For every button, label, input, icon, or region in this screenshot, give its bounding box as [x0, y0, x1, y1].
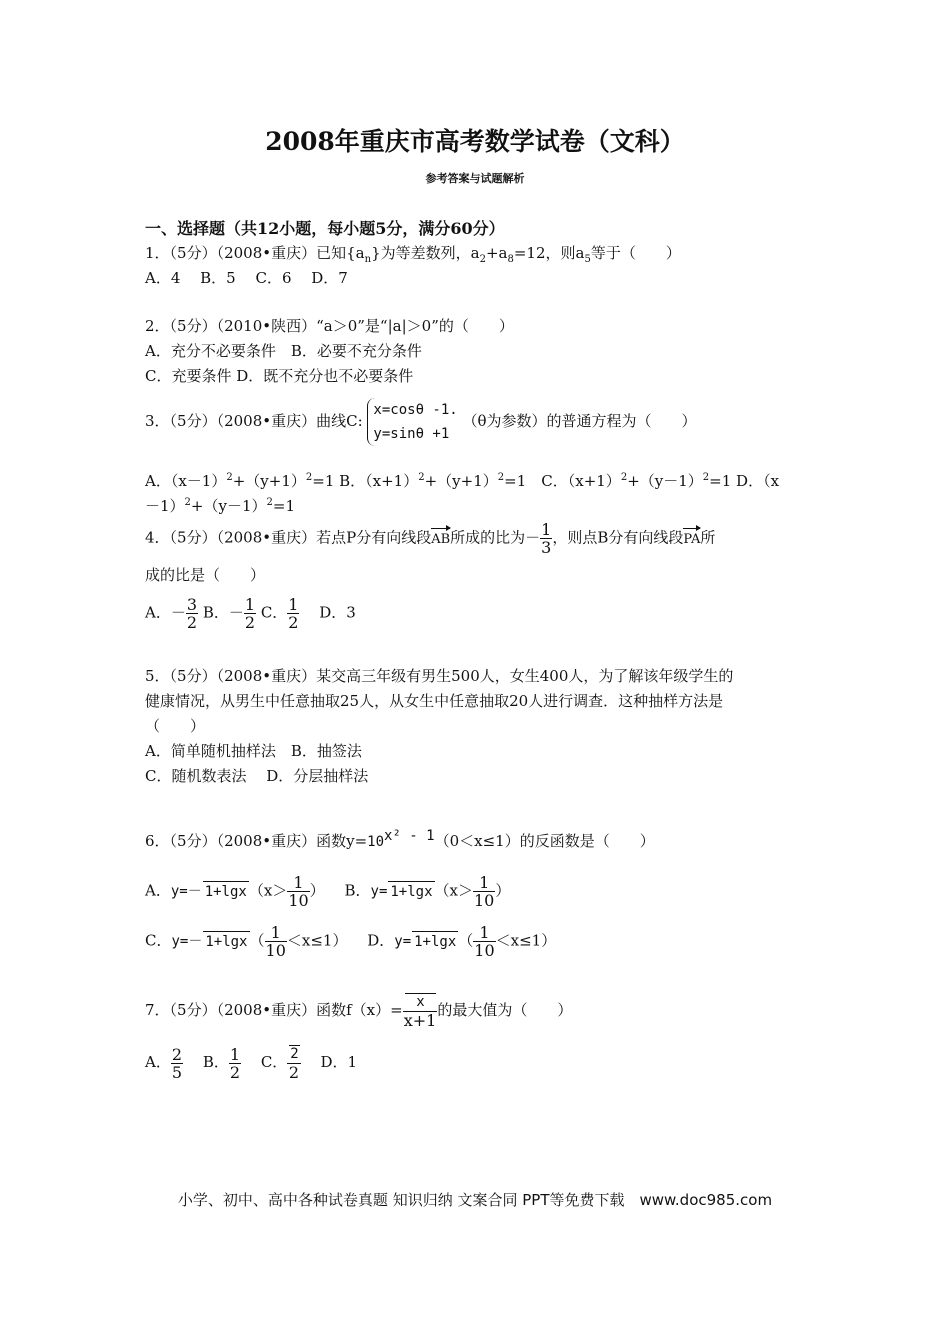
parametric-system: x=cosθ -1. y=sinθ +1	[367, 398, 457, 446]
footer-banner: 小学、初中、高中各种试卷真题 知识归纳 文案合同 PPT等免费下载 www.doc985.com	[177, 1191, 773, 1209]
question-6-stem: 6．（5分）（2008•重庆）函数$y=10^{x^2 - 1}(0<x\le 1)$的反函数是（ ）	[145, 828, 655, 850]
question-5-options-cd: C．随机数表法 D．分层抽样法	[145, 767, 369, 785]
question-4-stem-line2: 成的比是（ ）	[145, 566, 266, 584]
question-5-stem-line3: （ ）	[145, 717, 206, 735]
question-2-options-cd: C．充要条件 D．既不充分也不必要条件	[145, 367, 414, 385]
question-3-options-line1: A．$(x-1)^2+(y+1)^2=1$ B．$(x+1)^2+(y+1)^2=1$ C．$(x+1)^2+(y-1)^2=1$ D．（x	[145, 472, 780, 490]
fraction-sqrt-x: $\frac{x}{x+1}$	[403, 994, 437, 1030]
vector-ab: AB	[431, 526, 450, 550]
question-2-stem: 2．（5分）（2010•陕西）“a＞0”是“|a|＞0”的（ ）	[145, 317, 514, 335]
question-3-options-line2: $-1)^2+(y-1)^2=1$	[145, 497, 296, 515]
question-5-options-ab: A．简单随机抽样法 B．抽签法	[145, 742, 362, 760]
question-7-options: A． $\frac{2}{5}$ B． $\frac{1}{2}$ C． $\frac{2}{2}$ D．1	[145, 1044, 358, 1082]
vector-pa: PA	[683, 526, 700, 550]
section-heading: 一、选择题（共12小题，每小题5分，满分60分）	[145, 219, 505, 238]
question-5-stem-line2: 健康情况，从男生中任意抽取25人，从女生中任意抽取20人进行调查．这种抽样方法是	[145, 692, 724, 710]
question-1-options: A．4 B．5 C．6 D．7	[145, 269, 348, 287]
question-4-options: A．－ $\frac{3}{2}$ B．－ $\frac{1}{2}$ C． $\frac{1}{2}$ D．3	[145, 595, 356, 632]
question-2-options-ab: A．充分不必要条件 B．必要不充分条件	[145, 342, 422, 360]
page-subtitle: 参考答案与试题解析	[425, 172, 525, 185]
question-6-options-ab: A．y=－ 1+lgx （x＞ $\frac{1}{10}$ ） B．y= 1+lgx （x＞ $\frac{1}{10}$ ）	[145, 873, 511, 910]
question-4-stem: 4．（5分）（2008•重庆）若点P分有向线段AB所成的比为－ $\frac{1}{3}$ ，则点B分有向线段PA所	[145, 520, 716, 557]
question-1-stem: 1．（5分）（2008•重庆）已知$\{a_n\}$为等差数列，$a_2+a_8=12$，则$a_5$等于（ ）	[145, 244, 681, 265]
question-6-options-cd: C．y=－ 1+lgx （ $\frac{1}{10}$ ＜x≤1） D．y= 1+lgx （ $\frac{1}{10}$ ＜x≤1）	[145, 923, 557, 960]
question-7-stem: 7．（5分）（2008•重庆）函数f（x）= $\frac{x}{x+1}$ 的最大值为（ ）	[145, 994, 573, 1030]
question-3-stem: 3．（5分）（2008•重庆）曲线C: x=cosθ -1. y=sinθ +1 （θ为参数）的普通方程为（ ）	[145, 398, 697, 446]
fraction-one-third: $\frac{1}{3}$	[541, 520, 552, 557]
page-title: 2008年重庆市高考数学试卷（文科）	[265, 127, 685, 156]
question-5-stem-line1: 5．（5分）（2008•重庆）某交高三年级有男生500人，女生400人，为了解该年级学生的	[145, 667, 734, 685]
